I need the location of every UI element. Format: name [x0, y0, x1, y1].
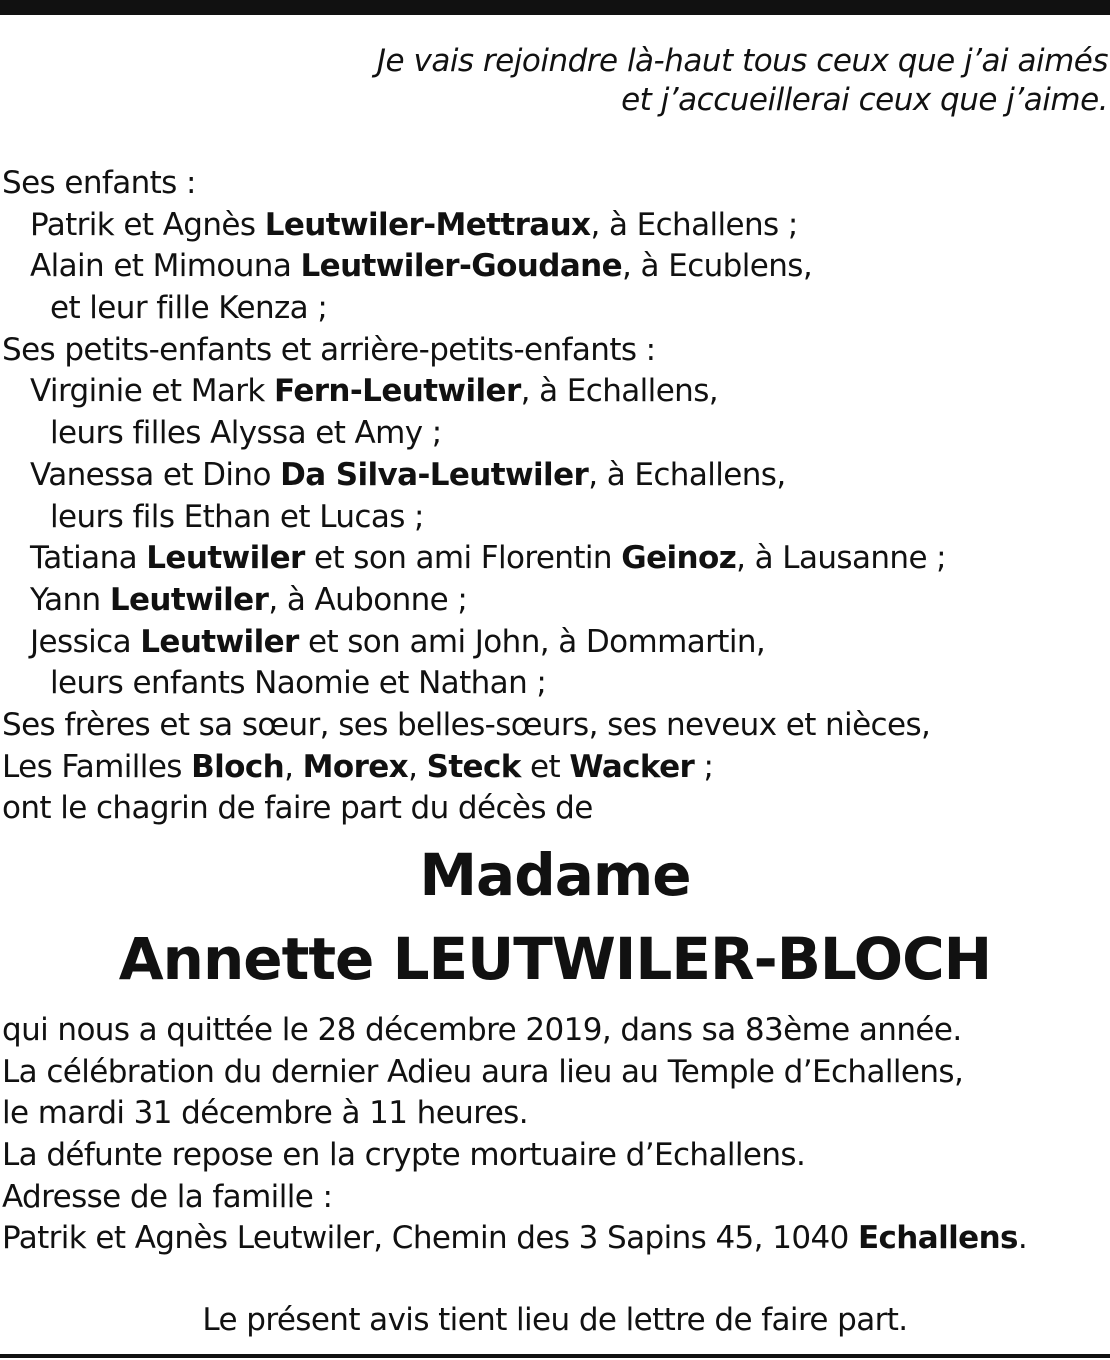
grandchild-1-sub: leurs filles Alyssa et Amy ;	[50, 415, 442, 452]
service-details	[2, 1010, 1102, 1260]
child-1-place: , à Echallens ;	[590, 206, 798, 243]
family-name-1: Bloch	[191, 748, 285, 785]
epigraph	[377, 42, 1108, 120]
families-line	[2, 747, 1102, 789]
family-name-2: Morex	[302, 748, 409, 785]
grandchild-4	[2, 580, 1102, 622]
deceased-name: Annette LEUTWILER-BLOCH	[118, 925, 992, 993]
grandchild-3-partner: et son ami Florentin	[304, 540, 622, 577]
child-2-sub: et leur fille Kenza ;	[50, 290, 328, 327]
bottom-rule	[0, 1354, 1110, 1358]
deceased-title: Madame	[419, 841, 691, 909]
grandchild-4-place: , à Aubonne ;	[268, 581, 468, 618]
grandchild-5-first-name: Jessica	[30, 623, 141, 660]
grandchild-3-surname: Leutwiler	[146, 540, 305, 577]
grandchild-1	[2, 371, 1102, 413]
family-address	[2, 1218, 1102, 1260]
grandchild-3	[2, 538, 1102, 580]
children-heading: Ses enfants :	[2, 165, 196, 201]
child-2-first-names: Alain et Mimouna	[30, 248, 301, 285]
child-1	[2, 205, 1102, 247]
grandchild-3-partner-surname: Geinoz	[621, 540, 737, 577]
child-2-place: , à Ecublens,	[622, 248, 813, 285]
top-rule	[0, 0, 1110, 15]
detail-line-2: La célébration du dernier Adieu aura lieu au Temple d’Echallens,	[2, 1053, 964, 1090]
child-1-first-names: Patrik et Agnès	[30, 206, 265, 243]
epigraph-line-2: et j’accueillerai ceux que j’aime.	[621, 82, 1108, 118]
family-separator-2: ,	[408, 748, 427, 785]
address-end: .	[1017, 1220, 1028, 1257]
grandchild-5-sub: leurs enfants Naomie et Nathan ;	[50, 665, 547, 702]
grandchild-3-place: , à Lausanne ;	[736, 540, 947, 577]
family-list	[2, 163, 1102, 830]
family-name-3: Steck	[426, 748, 521, 785]
siblings-line: Ses frères et sa sœur, ses belles-sœurs, ses neveux et nièces,	[2, 706, 931, 743]
child-2-surname: Leutwiler-Goudane	[300, 248, 623, 285]
address-street: Patrik et Agnès Leutwiler, Chemin des 3 Sapins 45, 1040	[2, 1220, 858, 1257]
announcement-line: ont le chagrin de faire part du décès de	[2, 790, 593, 827]
address-city: Echallens	[857, 1220, 1018, 1257]
grandchild-3-first-name: Tatiana	[30, 540, 147, 577]
grandchild-1-surname: Fern-Leutwiler	[274, 373, 521, 410]
grandchild-2-first-names: Vanessa et Dino	[30, 456, 281, 493]
family-separator-1: ,	[284, 748, 303, 785]
grandchild-4-first-name: Yann	[30, 581, 110, 618]
family-name-4: Wacker	[569, 748, 695, 785]
footer-note: Le présent avis tient lieu de lettre de faire part.	[202, 1302, 908, 1338]
grandchild-5	[2, 622, 1102, 664]
grandchild-5-surname: Leutwiler	[140, 623, 299, 660]
child-1-surname: Leutwiler-Mettraux	[264, 206, 591, 243]
family-separator-3: et	[520, 748, 570, 785]
grandchild-4-surname: Leutwiler	[109, 581, 269, 618]
grandchild-2-surname: Da Silva-Leutwiler	[280, 456, 589, 493]
detail-line-1: qui nous a quittée le 28 décembre 2019, dans sa 83ème année.	[2, 1012, 962, 1048]
families-suffix: ;	[694, 748, 714, 785]
detail-line-4: La défunte repose en la crypte mortuaire d’Echallens.	[2, 1137, 806, 1174]
grandchild-2-sub: leurs fils Ethan et Lucas ;	[50, 498, 424, 535]
epigraph-line-1: Je vais rejoindre là-haut tous ceux que j’ai aimés	[376, 43, 1108, 79]
grandchild-2	[2, 455, 1102, 497]
grandchild-2-place: , à Echallens,	[588, 456, 786, 493]
detail-line-3: le mardi 31 décembre à 11 heures.	[2, 1095, 528, 1132]
grandchild-1-first-names: Virginie et Mark	[30, 373, 274, 410]
child-2	[2, 246, 1102, 288]
detail-line-5: Adresse de la famille :	[2, 1178, 333, 1215]
grandchildren-heading: Ses petits-enfants et arrière-petits-enfants :	[2, 331, 656, 368]
families-prefix: Les Familles	[2, 748, 192, 785]
grandchild-1-place: , à Echallens,	[520, 373, 719, 410]
grandchild-5-place: et son ami John, à Dommartin,	[298, 623, 766, 660]
